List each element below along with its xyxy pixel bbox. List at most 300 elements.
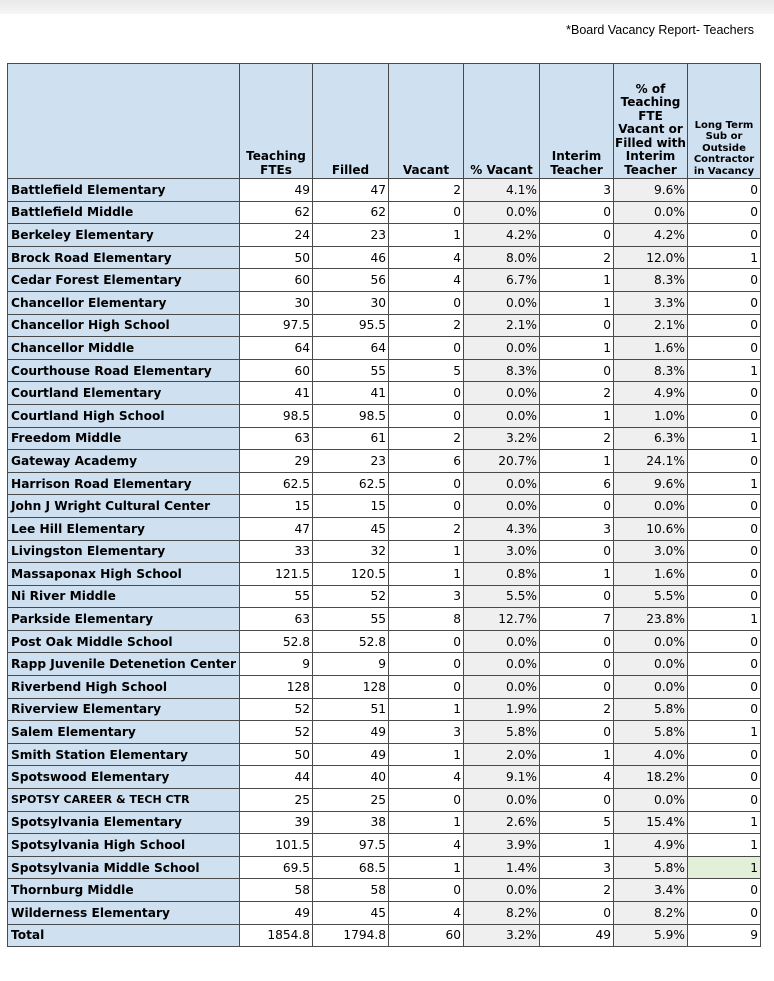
teaching-ftes-cell: 50 bbox=[240, 246, 313, 269]
pct-vacant-cell: 2.1% bbox=[464, 314, 540, 337]
long-term-sub-cell: 1 bbox=[688, 721, 761, 744]
interim-teacher-cell: 0 bbox=[540, 540, 614, 563]
pct-vacant-cell: 4.3% bbox=[464, 517, 540, 540]
teaching-ftes-cell: 101.5 bbox=[240, 834, 313, 857]
filled-cell: 55 bbox=[313, 608, 389, 631]
table-row bbox=[8, 698, 761, 721]
table-row bbox=[8, 359, 761, 382]
interim-teacher-cell: 0 bbox=[540, 676, 614, 699]
table-body bbox=[8, 179, 761, 947]
table-row bbox=[8, 789, 761, 812]
table-row bbox=[8, 540, 761, 563]
interim-teacher-cell: 3 bbox=[540, 856, 614, 879]
filled-cell: 128 bbox=[313, 676, 389, 699]
vacant-cell: 3 bbox=[389, 721, 464, 744]
header-teaching-ftes: Teaching FTEs bbox=[240, 64, 313, 179]
interim-teacher-cell: 1 bbox=[540, 834, 614, 857]
total-row bbox=[8, 924, 761, 947]
school-name: Wilderness Elementary bbox=[8, 902, 240, 925]
pct-interim-cell: 5.9% bbox=[614, 924, 688, 947]
long-term-sub-cell: 0 bbox=[688, 563, 761, 586]
pct-interim-cell: 3.4% bbox=[614, 879, 688, 902]
long-term-sub-cell: 0 bbox=[688, 269, 761, 292]
interim-teacher-cell: 5 bbox=[540, 811, 614, 834]
filled-cell: 62 bbox=[313, 201, 389, 224]
school-name: Salem Elementary bbox=[8, 721, 240, 744]
pct-vacant-cell: 0.0% bbox=[464, 495, 540, 518]
interim-teacher-cell: 1 bbox=[540, 743, 614, 766]
table-row bbox=[8, 404, 761, 427]
table-row bbox=[8, 450, 761, 473]
pct-interim-cell: 9.6% bbox=[614, 179, 688, 202]
pct-interim-cell: 15.4% bbox=[614, 811, 688, 834]
school-name: Parkside Elementary bbox=[8, 608, 240, 631]
long-term-sub-cell: 0 bbox=[688, 201, 761, 224]
header-pct-vacant: % Vacant bbox=[464, 64, 540, 179]
header-filled: Filled bbox=[313, 64, 389, 179]
vacant-cell: 3 bbox=[389, 585, 464, 608]
table-row bbox=[8, 291, 761, 314]
school-name: Lee Hill Elementary bbox=[8, 517, 240, 540]
interim-teacher-cell: 2 bbox=[540, 698, 614, 721]
school-name: Gateway Academy bbox=[8, 450, 240, 473]
vacant-cell: 4 bbox=[389, 766, 464, 789]
teaching-ftes-cell: 60 bbox=[240, 359, 313, 382]
teaching-ftes-cell: 39 bbox=[240, 811, 313, 834]
pct-vacant-cell: 8.3% bbox=[464, 359, 540, 382]
vacant-cell: 0 bbox=[389, 630, 464, 653]
vacant-cell: 0 bbox=[389, 495, 464, 518]
table-row bbox=[8, 224, 761, 247]
pct-interim-cell: 5.8% bbox=[614, 856, 688, 879]
interim-teacher-cell: 1 bbox=[540, 337, 614, 360]
pct-vacant-cell: 5.8% bbox=[464, 721, 540, 744]
filled-cell: 45 bbox=[313, 902, 389, 925]
pct-vacant-cell: 2.6% bbox=[464, 811, 540, 834]
table-row bbox=[8, 743, 761, 766]
vacant-cell: 0 bbox=[389, 291, 464, 314]
school-name: Courtland High School bbox=[8, 404, 240, 427]
long-term-sub-cell: 1 bbox=[688, 359, 761, 382]
pct-vacant-cell: 6.7% bbox=[464, 269, 540, 292]
teaching-ftes-cell: 1854.8 bbox=[240, 924, 313, 947]
table-row bbox=[8, 179, 761, 202]
interim-teacher-cell: 0 bbox=[540, 359, 614, 382]
teaching-ftes-cell: 121.5 bbox=[240, 563, 313, 586]
table-row bbox=[8, 585, 761, 608]
interim-teacher-cell: 2 bbox=[540, 879, 614, 902]
pct-interim-cell: 2.1% bbox=[614, 314, 688, 337]
school-name: Spotsylvania Elementary bbox=[8, 811, 240, 834]
school-name: Berkeley Elementary bbox=[8, 224, 240, 247]
pct-vacant-cell: 0.0% bbox=[464, 789, 540, 812]
pct-interim-cell: 23.8% bbox=[614, 608, 688, 631]
pct-interim-cell: 3.0% bbox=[614, 540, 688, 563]
vacant-cell: 0 bbox=[389, 201, 464, 224]
vacant-cell: 5 bbox=[389, 359, 464, 382]
interim-teacher-cell: 0 bbox=[540, 314, 614, 337]
school-name: John J Wright Cultural Center bbox=[8, 495, 240, 518]
long-term-sub-cell: 0 bbox=[688, 224, 761, 247]
vacant-cell: 0 bbox=[389, 404, 464, 427]
pct-interim-cell: 0.0% bbox=[614, 653, 688, 676]
interim-teacher-cell: 2 bbox=[540, 382, 614, 405]
pct-interim-cell: 6.3% bbox=[614, 427, 688, 450]
interim-teacher-cell: 0 bbox=[540, 630, 614, 653]
teaching-ftes-cell: 49 bbox=[240, 179, 313, 202]
teaching-ftes-cell: 24 bbox=[240, 224, 313, 247]
pct-vacant-cell: 3.0% bbox=[464, 540, 540, 563]
teaching-ftes-cell: 44 bbox=[240, 766, 313, 789]
teaching-ftes-cell: 49 bbox=[240, 902, 313, 925]
interim-teacher-cell: 2 bbox=[540, 246, 614, 269]
teaching-ftes-cell: 69.5 bbox=[240, 856, 313, 879]
pct-interim-cell: 8.2% bbox=[614, 902, 688, 925]
interim-teacher-cell: 0 bbox=[540, 721, 614, 744]
filled-cell: 46 bbox=[313, 246, 389, 269]
table-row bbox=[8, 517, 761, 540]
pct-vacant-cell: 2.0% bbox=[464, 743, 540, 766]
pct-vacant-cell: 20.7% bbox=[464, 450, 540, 473]
filled-cell: 32 bbox=[313, 540, 389, 563]
filled-cell: 95.5 bbox=[313, 314, 389, 337]
long-term-sub-cell: 1 bbox=[688, 834, 761, 857]
pct-interim-cell: 0.0% bbox=[614, 201, 688, 224]
vacant-cell: 0 bbox=[389, 653, 464, 676]
long-term-sub-cell: 1 bbox=[688, 472, 761, 495]
table-row bbox=[8, 246, 761, 269]
teaching-ftes-cell: 58 bbox=[240, 879, 313, 902]
filled-cell: 64 bbox=[313, 337, 389, 360]
long-term-sub-cell: 0 bbox=[688, 540, 761, 563]
table-row bbox=[8, 495, 761, 518]
interim-teacher-cell: 1 bbox=[540, 450, 614, 473]
pct-interim-cell: 9.6% bbox=[614, 472, 688, 495]
long-term-sub-cell: 1 bbox=[688, 608, 761, 631]
pct-interim-cell: 8.3% bbox=[614, 269, 688, 292]
school-name: Rapp Juvenile Detenetion Center bbox=[8, 653, 240, 676]
filled-cell: 9 bbox=[313, 653, 389, 676]
interim-teacher-cell: 1 bbox=[540, 404, 614, 427]
school-name: Massaponax High School bbox=[8, 563, 240, 586]
long-term-sub-cell: 9 bbox=[688, 924, 761, 947]
long-term-sub-cell: 0 bbox=[688, 495, 761, 518]
long-term-sub-cell: 0 bbox=[688, 337, 761, 360]
pct-interim-cell: 5.8% bbox=[614, 698, 688, 721]
teaching-ftes-cell: 55 bbox=[240, 585, 313, 608]
pct-vacant-cell: 8.2% bbox=[464, 902, 540, 925]
header-row bbox=[8, 64, 761, 179]
long-term-sub-cell: 0 bbox=[688, 517, 761, 540]
teaching-ftes-cell: 52 bbox=[240, 698, 313, 721]
teaching-ftes-cell: 128 bbox=[240, 676, 313, 699]
vacant-cell: 0 bbox=[389, 337, 464, 360]
long-term-sub-cell: 0 bbox=[688, 789, 761, 812]
vacant-cell: 1 bbox=[389, 563, 464, 586]
vacant-cell: 6 bbox=[389, 450, 464, 473]
vacant-cell: 1 bbox=[389, 811, 464, 834]
filled-cell: 62.5 bbox=[313, 472, 389, 495]
table-row bbox=[8, 653, 761, 676]
school-name: SPOTSY CAREER & TECH CTR bbox=[8, 789, 240, 812]
filled-cell: 45 bbox=[313, 517, 389, 540]
vacant-cell: 4 bbox=[389, 834, 464, 857]
table-row bbox=[8, 902, 761, 925]
pct-vacant-cell: 12.7% bbox=[464, 608, 540, 631]
header-vacant: Vacant bbox=[389, 64, 464, 179]
vacancy-table bbox=[7, 63, 761, 947]
filled-cell: 51 bbox=[313, 698, 389, 721]
vacant-cell: 1 bbox=[389, 856, 464, 879]
teaching-ftes-cell: 62 bbox=[240, 201, 313, 224]
table-row bbox=[8, 630, 761, 653]
filled-cell: 68.5 bbox=[313, 856, 389, 879]
long-term-sub-cell: 0 bbox=[688, 676, 761, 699]
filled-cell: 15 bbox=[313, 495, 389, 518]
school-name: Chancellor Elementary bbox=[8, 291, 240, 314]
pct-interim-cell: 1.6% bbox=[614, 563, 688, 586]
long-term-sub-cell: 1 bbox=[688, 811, 761, 834]
school-name: Cedar Forest Elementary bbox=[8, 269, 240, 292]
pct-interim-cell: 8.3% bbox=[614, 359, 688, 382]
interim-teacher-cell: 3 bbox=[540, 517, 614, 540]
pct-vacant-cell: 3.2% bbox=[464, 924, 540, 947]
school-name: Freedom Middle bbox=[8, 427, 240, 450]
pct-vacant-cell: 0.0% bbox=[464, 404, 540, 427]
pct-vacant-cell: 1.9% bbox=[464, 698, 540, 721]
header-pct-interim: % of Teaching FTE Vacant or Filled with Interim Teacher bbox=[614, 64, 688, 179]
school-name: Spotsylvania High School bbox=[8, 834, 240, 857]
table-row bbox=[8, 382, 761, 405]
pct-vacant-cell: 0.0% bbox=[464, 676, 540, 699]
school-name: Livingston Elementary bbox=[8, 540, 240, 563]
filled-cell: 52.8 bbox=[313, 630, 389, 653]
long-term-sub-cell: 1 bbox=[688, 427, 761, 450]
teaching-ftes-cell: 9 bbox=[240, 653, 313, 676]
long-term-sub-cell: 0 bbox=[688, 404, 761, 427]
vacant-cell: 4 bbox=[389, 269, 464, 292]
pct-interim-cell: 4.9% bbox=[614, 834, 688, 857]
filled-cell: 40 bbox=[313, 766, 389, 789]
interim-teacher-cell: 2 bbox=[540, 427, 614, 450]
pct-interim-cell: 24.1% bbox=[614, 450, 688, 473]
vacant-cell: 60 bbox=[389, 924, 464, 947]
pct-vacant-cell: 0.0% bbox=[464, 630, 540, 653]
report-title: *Board Vacancy Report- Teachers bbox=[566, 23, 754, 37]
interim-teacher-cell: 0 bbox=[540, 201, 614, 224]
pct-vacant-cell: 0.0% bbox=[464, 653, 540, 676]
teaching-ftes-cell: 30 bbox=[240, 291, 313, 314]
long-term-sub-cell: 0 bbox=[688, 766, 761, 789]
pct-vacant-cell: 4.2% bbox=[464, 224, 540, 247]
filled-cell: 23 bbox=[313, 450, 389, 473]
filled-cell: 41 bbox=[313, 382, 389, 405]
interim-teacher-cell: 1 bbox=[540, 291, 614, 314]
vacant-cell: 1 bbox=[389, 743, 464, 766]
school-name: Riverview Elementary bbox=[8, 698, 240, 721]
school-name: Harrison Road Elementary bbox=[8, 472, 240, 495]
filled-cell: 58 bbox=[313, 879, 389, 902]
teaching-ftes-cell: 63 bbox=[240, 608, 313, 631]
long-term-sub-cell: 0 bbox=[688, 698, 761, 721]
long-term-sub-cell: 0 bbox=[688, 879, 761, 902]
school-name: Smith Station Elementary bbox=[8, 743, 240, 766]
teaching-ftes-cell: 63 bbox=[240, 427, 313, 450]
teaching-ftes-cell: 97.5 bbox=[240, 314, 313, 337]
table-row bbox=[8, 879, 761, 902]
filled-cell: 47 bbox=[313, 179, 389, 202]
teaching-ftes-cell: 98.5 bbox=[240, 404, 313, 427]
school-name: Courthouse Road Elementary bbox=[8, 359, 240, 382]
pct-interim-cell: 0.0% bbox=[614, 630, 688, 653]
teaching-ftes-cell: 52 bbox=[240, 721, 313, 744]
pct-interim-cell: 1.0% bbox=[614, 404, 688, 427]
pct-vacant-cell: 1.4% bbox=[464, 856, 540, 879]
pct-interim-cell: 12.0% bbox=[614, 246, 688, 269]
pct-interim-cell: 4.9% bbox=[614, 382, 688, 405]
pct-vacant-cell: 0.0% bbox=[464, 472, 540, 495]
school-name: Chancellor Middle bbox=[8, 337, 240, 360]
table-header bbox=[8, 64, 761, 179]
header-interim-teacher: Interim Teacher bbox=[540, 64, 614, 179]
teaching-ftes-cell: 60 bbox=[240, 269, 313, 292]
vacant-cell: 0 bbox=[389, 472, 464, 495]
table-row bbox=[8, 676, 761, 699]
school-name: Brock Road Elementary bbox=[8, 246, 240, 269]
pct-interim-cell: 0.0% bbox=[614, 495, 688, 518]
interim-teacher-cell: 49 bbox=[540, 924, 614, 947]
pct-vacant-cell: 3.9% bbox=[464, 834, 540, 857]
table-row bbox=[8, 314, 761, 337]
table-row bbox=[8, 427, 761, 450]
vacant-cell: 2 bbox=[389, 517, 464, 540]
teaching-ftes-cell: 33 bbox=[240, 540, 313, 563]
school-name: Chancellor High School bbox=[8, 314, 240, 337]
pct-interim-cell: 4.0% bbox=[614, 743, 688, 766]
table-row bbox=[8, 608, 761, 631]
pct-vacant-cell: 0.0% bbox=[464, 201, 540, 224]
header-school bbox=[8, 64, 240, 179]
pct-interim-cell: 18.2% bbox=[614, 766, 688, 789]
pct-interim-cell: 0.0% bbox=[614, 676, 688, 699]
filled-cell: 98.5 bbox=[313, 404, 389, 427]
long-term-sub-cell: 0 bbox=[688, 382, 761, 405]
school-name: Battlefield Elementary bbox=[8, 179, 240, 202]
filled-cell: 52 bbox=[313, 585, 389, 608]
long-term-sub-cell: 1 bbox=[688, 246, 761, 269]
interim-teacher-cell: 1 bbox=[540, 269, 614, 292]
table-row bbox=[8, 834, 761, 857]
teaching-ftes-cell: 64 bbox=[240, 337, 313, 360]
long-term-sub-cell: 0 bbox=[688, 585, 761, 608]
school-name: Post Oak Middle School bbox=[8, 630, 240, 653]
long-term-sub-cell: 1 bbox=[688, 856, 761, 879]
vacant-cell: 8 bbox=[389, 608, 464, 631]
filled-cell: 25 bbox=[313, 789, 389, 812]
long-term-sub-cell: 0 bbox=[688, 450, 761, 473]
table-row bbox=[8, 856, 761, 879]
teaching-ftes-cell: 25 bbox=[240, 789, 313, 812]
pct-vacant-cell: 4.1% bbox=[464, 179, 540, 202]
teaching-ftes-cell: 29 bbox=[240, 450, 313, 473]
vacant-cell: 0 bbox=[389, 879, 464, 902]
long-term-sub-cell: 0 bbox=[688, 653, 761, 676]
pct-vacant-cell: 0.0% bbox=[464, 291, 540, 314]
table-row bbox=[8, 721, 761, 744]
filled-cell: 49 bbox=[313, 721, 389, 744]
filled-cell: 38 bbox=[313, 811, 389, 834]
table-row bbox=[8, 811, 761, 834]
interim-teacher-cell: 0 bbox=[540, 789, 614, 812]
long-term-sub-cell: 0 bbox=[688, 314, 761, 337]
vacant-cell: 1 bbox=[389, 224, 464, 247]
top-bar bbox=[0, 0, 774, 14]
pct-vacant-cell: 5.5% bbox=[464, 585, 540, 608]
long-term-sub-cell: 0 bbox=[688, 291, 761, 314]
table-row bbox=[8, 269, 761, 292]
vacant-cell: 2 bbox=[389, 179, 464, 202]
pct-vacant-cell: 0.0% bbox=[464, 337, 540, 360]
long-term-sub-cell: 0 bbox=[688, 630, 761, 653]
vacant-cell: 0 bbox=[389, 789, 464, 812]
long-term-sub-cell: 0 bbox=[688, 743, 761, 766]
filled-cell: 120.5 bbox=[313, 563, 389, 586]
interim-teacher-cell: 0 bbox=[540, 585, 614, 608]
pct-interim-cell: 5.8% bbox=[614, 721, 688, 744]
filled-cell: 30 bbox=[313, 291, 389, 314]
header-long-term-sub: Long Term Sub or Outside Contractor in Vacancy bbox=[688, 64, 761, 179]
filled-cell: 23 bbox=[313, 224, 389, 247]
school-name: Thornburg Middle bbox=[8, 879, 240, 902]
vacant-cell: 4 bbox=[389, 246, 464, 269]
teaching-ftes-cell: 41 bbox=[240, 382, 313, 405]
filled-cell: 56 bbox=[313, 269, 389, 292]
teaching-ftes-cell: 62.5 bbox=[240, 472, 313, 495]
teaching-ftes-cell: 50 bbox=[240, 743, 313, 766]
table-row bbox=[8, 563, 761, 586]
table-row bbox=[8, 766, 761, 789]
pct-vacant-cell: 0.0% bbox=[464, 382, 540, 405]
filled-cell: 97.5 bbox=[313, 834, 389, 857]
vacant-cell: 1 bbox=[389, 698, 464, 721]
interim-teacher-cell: 0 bbox=[540, 224, 614, 247]
long-term-sub-cell: 0 bbox=[688, 179, 761, 202]
school-name: Battlefield Middle bbox=[8, 201, 240, 224]
pct-interim-cell: 4.2% bbox=[614, 224, 688, 247]
interim-teacher-cell: 0 bbox=[540, 902, 614, 925]
filled-cell: 49 bbox=[313, 743, 389, 766]
filled-cell: 1794.8 bbox=[313, 924, 389, 947]
school-name: Courtland Elementary bbox=[8, 382, 240, 405]
vacant-cell: 2 bbox=[389, 314, 464, 337]
interim-teacher-cell: 0 bbox=[540, 495, 614, 518]
pct-interim-cell: 5.5% bbox=[614, 585, 688, 608]
vacant-cell: 4 bbox=[389, 902, 464, 925]
pct-interim-cell: 1.6% bbox=[614, 337, 688, 360]
pct-vacant-cell: 0.0% bbox=[464, 879, 540, 902]
filled-cell: 55 bbox=[313, 359, 389, 382]
pct-interim-cell: 3.3% bbox=[614, 291, 688, 314]
table-row bbox=[8, 337, 761, 360]
teaching-ftes-cell: 52.8 bbox=[240, 630, 313, 653]
interim-teacher-cell: 7 bbox=[540, 608, 614, 631]
table-row bbox=[8, 201, 761, 224]
long-term-sub-cell: 0 bbox=[688, 902, 761, 925]
interim-teacher-cell: 1 bbox=[540, 563, 614, 586]
teaching-ftes-cell: 47 bbox=[240, 517, 313, 540]
vacant-cell: 0 bbox=[389, 676, 464, 699]
vacant-cell: 2 bbox=[389, 427, 464, 450]
